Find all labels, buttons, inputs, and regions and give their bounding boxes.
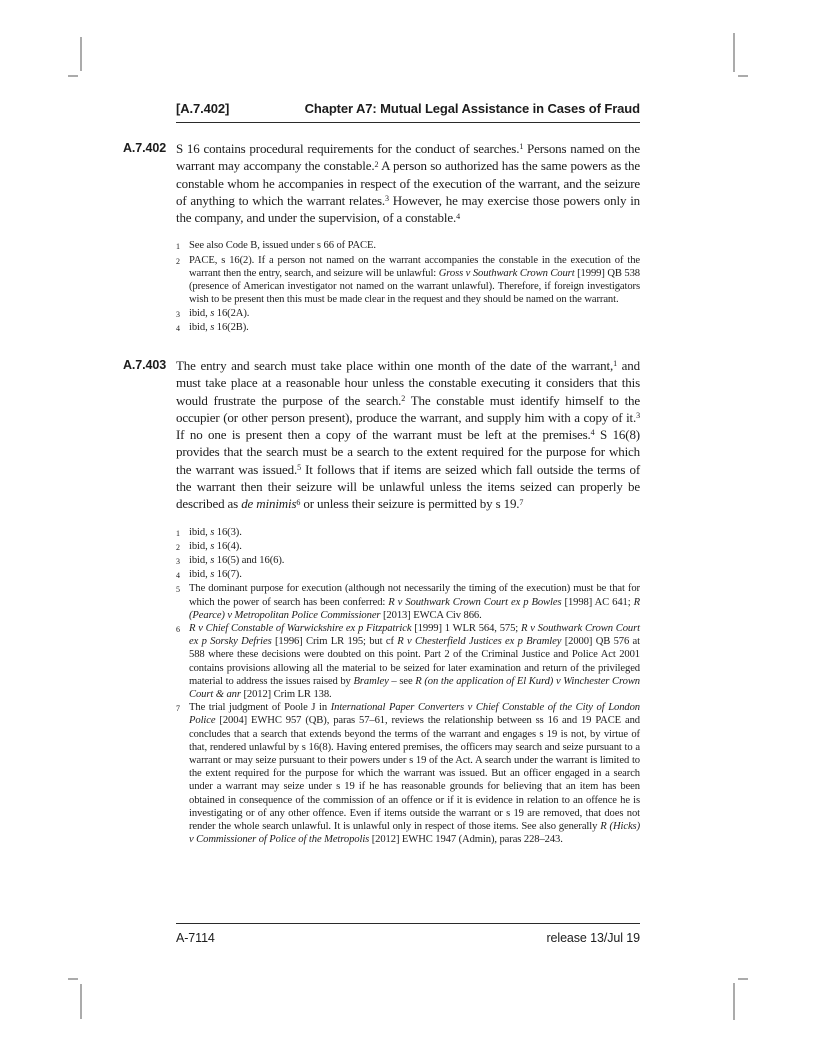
footnote-ref: 5 [297, 463, 301, 473]
footnote-text: See also Code B, issued under s 66 of PACE. [189, 240, 376, 252]
footnote-item [176, 568, 640, 582]
footnote-item [176, 254, 640, 307]
footnote-number: 2 [176, 542, 180, 552]
footnote-text: The trial judgment of Poole J in International Paper Converters v Chief Constable of the City of London Police [2004] EWHC 957 (QB), paras 57–61, reviews the relationship between ss 16 and 19 PACE and concludes that a search that extends beyond the terms of the warrant and engages s 19 is not, by virtue of that, rendered unlawful by s 16(8). Having entered premises, the officers may search and seize pursuant to a warrant or may seize pursuant to their powers under s 19 of the Act. A search under the warrant is limited to the extent required for the purpose for which the warrant was issued. But an officer engaged in a search under a warrant may seize under s 19 if he has reasonable grounds for believing that an item has been obtained in consequence of the commission of an offence or if it is evidence in relation to an offence he is investigating or of any other offence. Even if items outside the warrant or s 19 are removed, that does not render the whole search unlawful. It is unlawful only in respect of those items. See also generally R (Hicks) v Commissioner of Police of the Metropolis [2012] EWHC 1947 (Admin), paras 228–243. [189, 702, 640, 846]
paragraph-A-7-402 [123, 140, 641, 335]
footnote-text: ibid, s 16(3). [189, 526, 242, 538]
footnote-item [176, 540, 640, 554]
footnote-list [176, 239, 640, 334]
release-info: release 13/Jul 19 [546, 931, 640, 945]
footnote-text: R v Chief Constable of Warwickshire ex p Fitzpatrick [1999] 1 WLR 564, 575; R v Southwark Crown Court ex p Sorsky Defries [1996] Crim LR 195; but cf R v Chesterfield Justices ex p Bramley [2000] QB 576 at 588 where these decisions were doubted on this point. Part 2 of the Criminal Justice and Police Act 2001 contains provisions allowing all the material to be seized for later examination and return of the privileged material to address the issues raised by Bramley – see R (on the application of El Kurd) v Winchester Crown Court & anr [2012] Crim LR 138. [189, 623, 641, 701]
footnote-item [176, 321, 640, 335]
page-footer [176, 923, 640, 945]
footnote-number: 3 [176, 309, 180, 319]
footnote-number: 1 [176, 528, 180, 538]
footnote-item [176, 307, 640, 321]
crop-mark-top-right-vertical [733, 33, 735, 72]
footnote-number: 6 [176, 625, 180, 634]
footnote-ref: 4 [590, 428, 595, 438]
footnote-text: ibid, s 16(2A). [189, 307, 250, 319]
crop-mark-bottom-left-vertical [80, 984, 82, 1019]
footnote-number: 4 [176, 323, 180, 333]
footnote-number: 7 [176, 704, 180, 714]
header-chapter-title: Chapter A7: Mutual Legal Assistance in Cases of Fraud [304, 101, 640, 116]
footnote-item [176, 701, 640, 846]
footnote-item [176, 582, 640, 622]
footnote-item [176, 526, 640, 540]
footnote-number: 5 [176, 585, 180, 595]
footnote-ref: 1 [519, 142, 524, 152]
footnote-ref: 4 [456, 211, 460, 221]
crop-mark-bottom-left-horizontal [68, 978, 78, 980]
footnote-ref: 1 [613, 359, 617, 369]
paragraph-body: S 16 contains procedural requirements for the conduct of searches.$^1$ Persons named on the warrant may accompany the constable.$^2$ A person so authorized has the same powers as the constable whom he accompanies in respect of the execution of the warrant, and the seizure of anything to which the warrant relates.$^3$ However, he may exercise those powers only in the company, and under the supervision, of a constable.$^4$ [176, 141, 641, 226]
paragraph-number: A.7.402 [123, 141, 167, 155]
footnote-number: 2 [176, 256, 180, 266]
footnote-text: ibid, s 16(7). [189, 569, 242, 581]
text-column [123, 140, 641, 846]
footnote-list [176, 526, 640, 847]
crop-mark-top-left-horizontal [68, 75, 78, 77]
footnote-ref: 7 [519, 497, 524, 507]
footnote-item [176, 554, 640, 568]
paragraph-A-7-403 [123, 357, 641, 847]
crop-mark-top-left-vertical [80, 37, 82, 71]
paragraph-body: The entry and search must take place within one month of the date of the warrant,$^1$ and must take place at a reasonable hour unless the constable executing it considers that this would frustrate the purpose of the search.$^2$ The constable must identify himself to the occupier (or other person present), produce the warrant, and supply him with a copy of it.$^3$ If no one is present then a copy of the warrant must be left at the premises.$^4$ S 16(8) provides that the search must be a search to the extent required for the purpose for which the warrant was issued.$^5$ It follows that if items are seized which fall outside the terms of the warrant then their seizure will be unlawful unless the items seized can properly be described as de minimis$^6$ or unless their seizure is permitted by s 19.$^7$ [176, 357, 641, 512]
footnote-ref: 2 [374, 159, 379, 169]
footnote-text: ibid, s 16(2B). [189, 321, 249, 333]
footnote-item [176, 239, 640, 253]
header-section-ref: [A.7.402] [176, 101, 230, 116]
footnote-ref: 3 [384, 194, 389, 204]
footnote-text: ibid, s 16(4). [189, 540, 242, 552]
crop-mark-top-right-horizontal [738, 75, 748, 77]
footnote-item [176, 622, 640, 701]
crop-mark-bottom-right-vertical [733, 983, 735, 1020]
footnote-number: 4 [176, 571, 180, 581]
footnote-ref: 3 [636, 411, 640, 421]
footnote-number: 1 [176, 242, 180, 252]
footnote-number: 3 [176, 556, 180, 566]
footnote-ref: 2 [401, 393, 406, 403]
page-number: A-7114 [176, 931, 215, 945]
footnote-text: PACE, s 16(2). If a person not named on the warrant accompanies the constable in the execution of the warrant then the entry, search, and seizure will be unlawful: Gross v Southwark Crown Court [1999] QB 538 (presence of American investigator not named on the warrant unlawful). Therefore, if foreign investigators wish to be present then this must be made clear in the request and they should be named on the warrant. [189, 254, 640, 306]
paragraph-number: A.7.403 [123, 357, 167, 372]
crop-mark-bottom-right-horizontal [738, 978, 748, 980]
footnote-ref: 6 [296, 497, 301, 507]
footnote-text: The dominant purpose for execution (although not necessarily the timing of the execution) must be that for which the power of search has been conferred: R v Southwark Crown Court ex p Bowles [1998] AC 641; R (Pearce) v Metropolitan Police Commissioner [2013] EWCA Civ 866. [189, 583, 640, 621]
running-header [176, 101, 640, 123]
footnote-text: ibid, s 16(5) and 16(6). [189, 554, 285, 566]
